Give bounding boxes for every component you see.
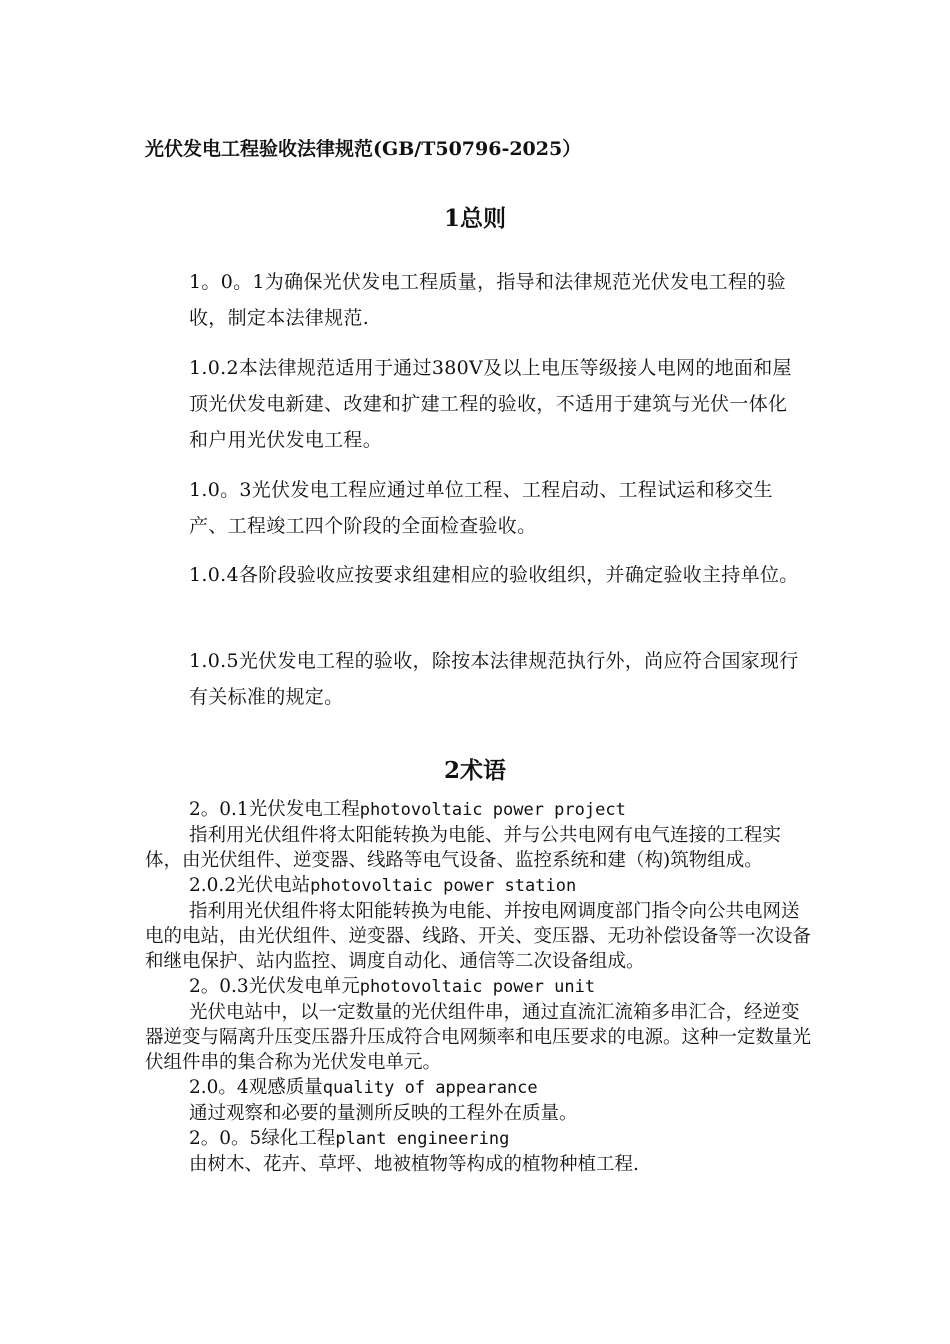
term-definition: 由树木、花卉、草坪、地被植物等构成的植物种植工程.: [189, 1154, 639, 1175]
term-heading: [145, 797, 815, 823]
term-name: 观感质量: [248, 1077, 323, 1098]
term-number: 2.0。4: [189, 1077, 249, 1098]
chapter-2-heading: 2术语: [443, 757, 506, 784]
term-english: plant engineering: [335, 1129, 510, 1149]
clause-1-0-3: [145, 472, 805, 544]
term-number: 2.0.2: [189, 875, 237, 896]
term-heading: [145, 873, 815, 899]
term-english: quality of appearance: [322, 1078, 538, 1098]
term-definition: 光伏电站中，以一定数量的光伏组件串，通过直流汇流箱多串汇合，经逆变器逆变与隔离升压变压器升压成符合电网频率和电压要求的电源。这种一定数量光伏组件串的集合称为光伏发电单元。: [145, 1002, 812, 1073]
clause-1-0-2: [145, 350, 805, 458]
term-name: 绿化工程: [261, 1128, 336, 1149]
term-definition: 指利用光伏组件将太阳能转换为电能、并与公共电网有电气连接的工程实体，由光伏组件、逆变器、线路等电气设备、监控系统和建（构)筑物组成。: [145, 825, 782, 871]
term-heading: [145, 1075, 815, 1101]
clause-text: 1。0。1为确保光伏发电工程质量，指导和法律规范光伏发电工程的验收，制定本法律规范.: [189, 271, 786, 329]
term-english: photovoltaic power project: [359, 800, 626, 820]
term-english: photovoltaic power station: [310, 876, 577, 896]
term-definition: 通过观察和必要的量测所反映的工程外在质量。: [189, 1103, 578, 1124]
clause-text: 1.0.4各阶段验收应按要求组建相应的验收组织，并确定验收主持单位。: [189, 564, 799, 586]
clause-1-0-4: [145, 557, 805, 593]
term-heading: [145, 1126, 815, 1152]
clause-text: 1.0.2本法律规范适用于通过380V及以上电压等级接人电网的地面和屋顶光伏发电新建、改建和扩建工程的验收，不适用于建筑与光伏一体化和户用光伏发电工程。: [189, 357, 792, 451]
clause-text: 1.0.5光伏发电工程的验收，除按本法律规范执行外，尚应符合国家现行有关标准的规定。: [189, 650, 799, 708]
terms-list: [145, 797, 815, 1177]
term-english: photovoltaic power unit: [359, 977, 596, 997]
document-title: 光伏发电工程验收法律规范(GB/T50796-2025）: [145, 138, 582, 160]
term-name: 光伏发电单元: [248, 976, 360, 997]
term-number: 2。0.1: [189, 799, 249, 820]
term-number: 2。0.3: [189, 976, 249, 997]
term-name: 光伏电站: [236, 875, 311, 896]
term-definition: 指利用光伏组件将太阳能转换为电能、并按电网调度部门指令向公共电网送电的电站，由光伏组件、逆变器、线路、开关、变压器、无功补偿设备等一次设备和继电保护、站内监控、调度自动化、通信等二次设备组成。: [145, 901, 812, 972]
clause-1-0-5: [145, 643, 805, 715]
clause-1-0-1: [145, 264, 805, 336]
term-heading: [145, 974, 815, 1000]
clause-text: 1.0。3光伏发电工程应通过单位工程、工程启动、工程试运和移交生产、工程竣工四个阶段的全面检查验收。: [189, 479, 773, 537]
term-number: 2。0。5: [189, 1128, 262, 1149]
term-name: 光伏发电工程: [248, 799, 360, 820]
chapter-1-heading: 1总则: [443, 205, 506, 232]
